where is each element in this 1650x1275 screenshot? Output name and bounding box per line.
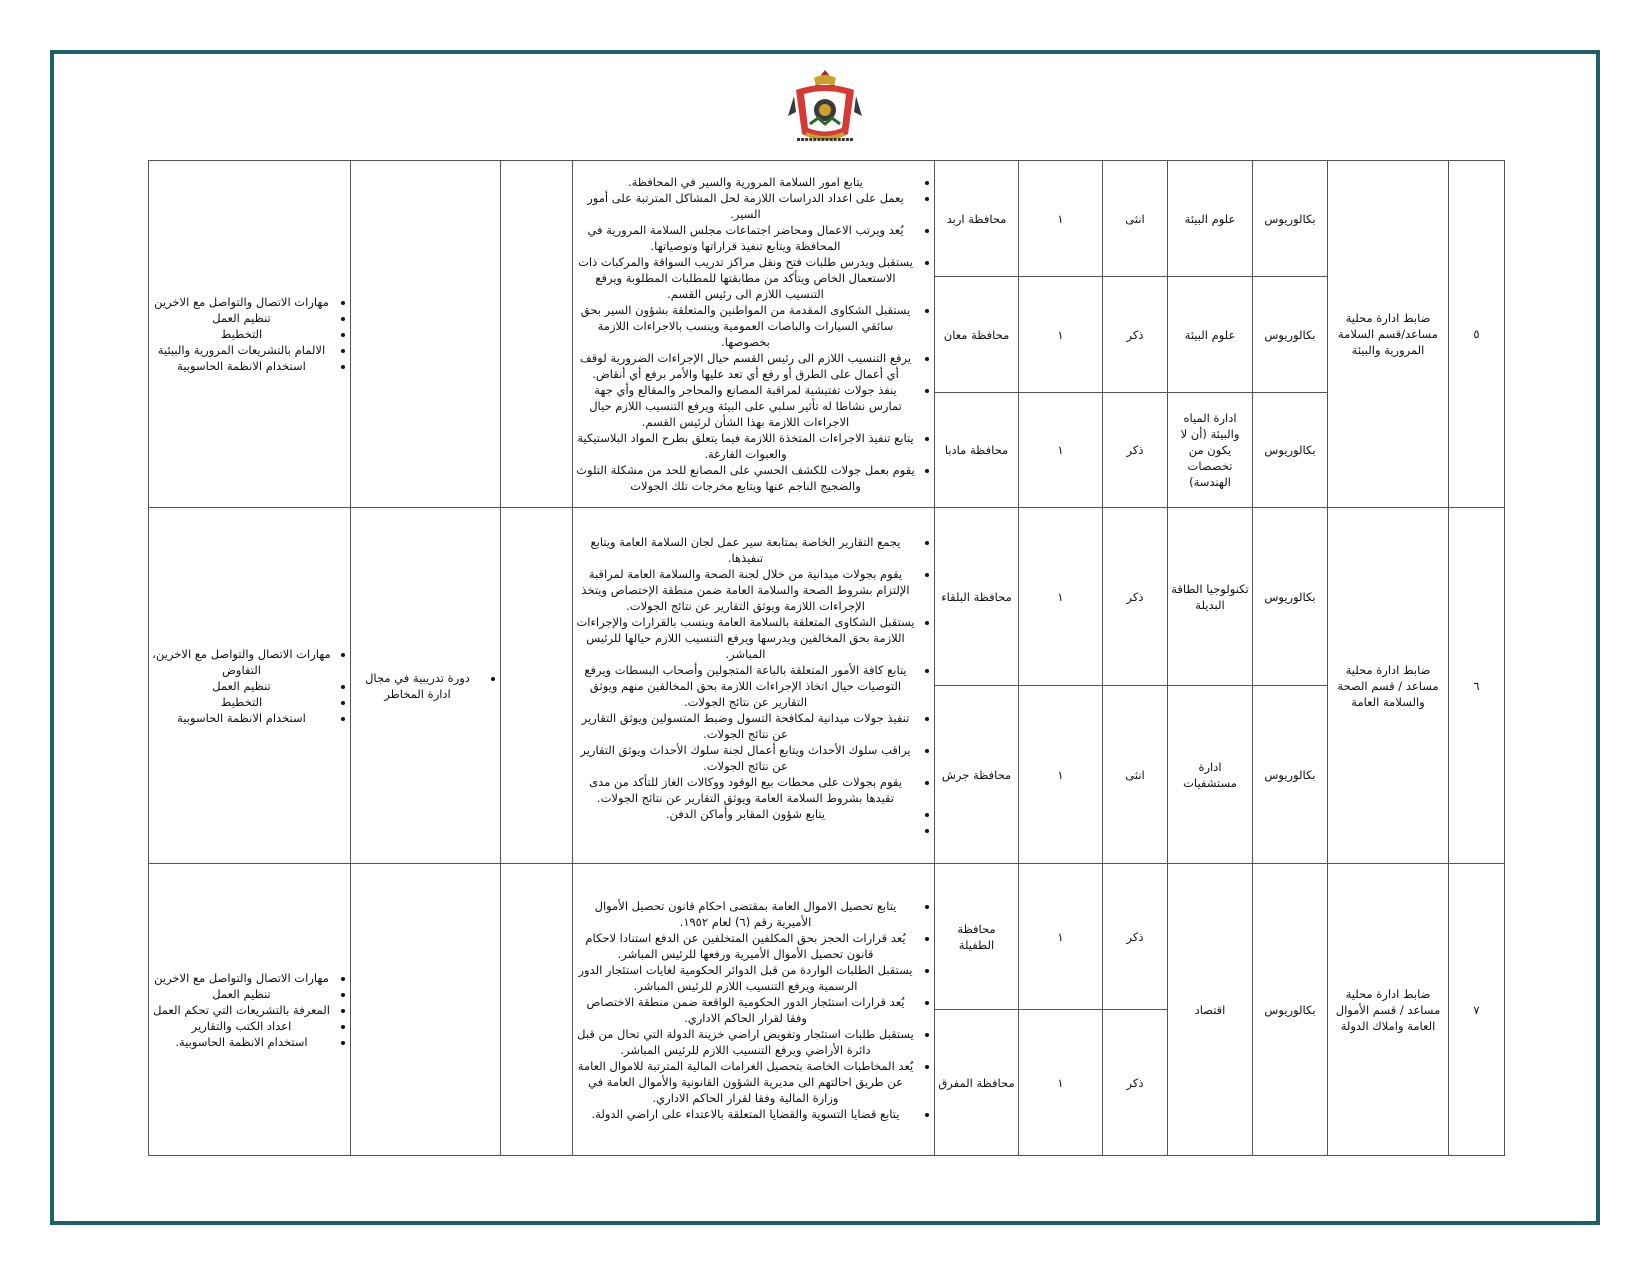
skill-item: • المعرفة بالتشريعات التي تحكم العمل [152,1002,331,1018]
table-row [149,864,1505,1010]
skill-item: • مهارات الاتصال والتواصل مع الاخرين [152,970,331,986]
skills-list [152,294,347,374]
location-cell: محافظة الطفيلة [935,864,1019,1010]
duty-item: • يستقبل الشكاوى المتعلقة بالسلامة العامة وينسب بالقرارات والإجراءات اللازمة بحق المخالفين ويدرسها ويرفع التنسيب اللازم حيالها للرئيس المباشر. [576,614,915,662]
duty-item: • يستقبل الشكاوى المقدمة من المواطنين والمتعلقة بشؤون السير بحق سائقي السيارات والباصات العمومية وينسب بالاجراءات اللازمة بخصوصها. [576,302,915,350]
gender-cell: انثى [1103,686,1168,864]
count-cell: ١ [1019,393,1103,508]
duties-cell [573,864,935,1156]
extra-cell [501,161,573,508]
location-cell: محافظة البلقاء [935,508,1019,686]
duty-item: • يستقبل الطلبات الواردة من قبل الدوائر الحكومية لغايات استئجار الدور الرسمية ويرفع التنسيب اللازم للرئيس المباشر. [576,962,915,994]
degree-cell: بكالوريوس [1253,393,1328,508]
duty-item: • يقوم بجولات ميدانية من خلال لجنة الصحة والسلامة العامة لمراقبة الإلتزام بشروط الصحة والسلامة العامة ضمن منطقة الإختصاص ويتخذ الإجراءات اللازمة ويوثق التقارير عن نتائج الجولات. [576,566,915,614]
duty-item: • يتابع شؤون المقابر وأماكن الدفن. [576,806,915,822]
duty-item: • يرفع التنسيب اللازم الى رئيس القسم حيال الإجراءات الضرورية لوقف أي أعمال على الطرق أو رفع أي تعد عليها والأمر برفع أي أنقاض. [576,350,915,382]
job-number: ٧ [1449,864,1505,1156]
skills-cell [149,864,351,1156]
job-number: ٦ [1449,508,1505,864]
job-title: ضابط ادارة محلية مساعد / قسم الصحة والسلامة العامة [1328,508,1449,864]
duty-item: • يتابع تنفيذ الاجراءات المتخذة اللازمة فيما يتعلق بطرح المواد البلاستيكية والعبوات الفارغة. [576,430,915,462]
gender-cell: ذكر [1103,864,1168,1010]
duties-list [576,534,931,838]
skill-item: • استخدام الانظمة الحاسوبية. [152,1034,331,1050]
duty-item: • يستقبل ويدرس طلبات فتح ونقل مراكز تدريب السواقة والمركبات ذات الاستعمال الخاص ويتأكد من مطابقتها للمطلبات المطلوبة ويرفع التنسيب اللازم الى رئيس القسم. [576,254,915,302]
duty-item: • يتابع كافة الأمور المتعلقة بالباعة المتجولين وأصحاب البسطات ويرفع التوصيات حيال اتخاذ الإجراءات اللازمة بحق المخالفين منهم ويوثق التقارير عن نتائج الجولات. [576,662,915,710]
table-row [149,508,1505,686]
extra-cell [501,864,573,1156]
specialty-cell: اقتصاد [1168,864,1253,1156]
count-cell: ١ [1019,161,1103,277]
location-cell: محافظة المفرق [935,1010,1019,1156]
skill-item: • التخطيط [152,326,331,342]
duty-item: • يستقبل طلبات استئجار وتفويض اراضي خزينة الدولة التي تحال من قبل دائرة الأراضي ويرفع التنسيب اللازم للرئيس المباشر. [576,1026,915,1058]
duties-list [576,898,931,1122]
skill-item: • تنظيم العمل [152,310,331,326]
emblem-caption: ▪▪▪▪▪▪▪▪▪▪▪▪▪▪ [796,136,854,143]
gender-cell: ذكر [1103,277,1168,393]
count-cell: ١ [1019,508,1103,686]
duty-item: • يتابع تحصيل الاموال العامة بمقتضى احكام قانون تحصيل الأموال الأميرية رقم (٦) لعام ١٩٥٢. [576,898,915,930]
job-number: ٥ [1449,161,1505,508]
count-cell: ١ [1019,277,1103,393]
location-cell: محافظة جرش [935,686,1019,864]
job-title: ضابط ادارة محلية مساعد / قسم الأموال العامة واملاك الدولة [1328,864,1449,1156]
duty-item: • يقوم بجولات على محطات بيع الوقود ووكالات الغاز للتأكد من مدى تقيدها بشروط السلامة العامة ويوثق التقارير عن نتائج الجولات. [576,774,915,806]
skill-item: • الالمام بالتشريعات المرورية والبيئية [152,342,331,358]
gender-cell: ذكر [1103,393,1168,508]
duty-item: • يُعد المخاطبات الخاصة بتحصيل الغرامات المالية المترتبة للاموال العامة عن طريق احالتهم الى مديرية الشؤون القانونية والأموال العامة في وزارة المالية وفقا لقرار الحاكم الاداري. [576,1058,915,1106]
skill-item: • مهارات الاتصال والتواصل مع الاخرين [152,294,331,310]
degree-cell: بكالوريوس [1253,864,1328,1156]
skill-item: • استخدام الانظمة الحاسوبية [152,358,331,374]
skill-item: • تنظيم العمل [152,986,331,1002]
specialty-cell: ادارة المياه والبيئة (أن لا يكون من تخصصات الهندسة) [1168,393,1253,508]
duties-cell [573,161,935,508]
specialty-cell: علوم البيئة [1168,161,1253,277]
skills-list [152,970,347,1050]
skills-cell [149,161,351,508]
duty-item: • يقوم بعمل جولات للكشف الحسي على المصانع للحد من مشكلة التلوث والضجيج الناجم عنها ويتابع مخرجات تلك الجولات [576,462,915,494]
specialty-cell: تكنولوجيا الطاقة البديلة [1168,508,1253,686]
courses-cell [351,864,501,1156]
duty-item: • يتابع قضايا التسوية والقضايا المتعلقة بالاعتداء على اراضي الدولة. [576,1106,915,1122]
gender-cell: ذكر [1103,1010,1168,1156]
degree-cell: بكالوريوس [1253,686,1328,864]
count-cell: ١ [1019,1010,1103,1156]
skill-item: • تنظيم العمل [152,678,331,694]
duty-item: • يراقب سلوك الأحداث ويتابع أعمال لجنة سلوك الأحداث ويوثق التقارير عن نتائج الجولات. [576,742,915,774]
location-cell: محافظة معان [935,277,1019,393]
extra-cell [501,508,573,864]
table-row [149,161,1505,277]
location-cell: محافظة اربد [935,161,1019,277]
duty-item: • يُعد قرارات الحجز بحق المكلفين المتخلفين عن الدفع استنادا لاحكام قانون تحصيل الأموال الأميرية ورفعها للرئيس المباشر. [576,930,915,962]
location-cell: محافظة مادبا [935,393,1019,508]
courses-cell [351,161,501,508]
duty-item: • يعمل على اعداد الدراسات اللازمة لحل المشاكل المترتبة على أمور السير. [576,190,915,222]
degree-cell: بكالوريوس [1253,508,1328,686]
specialty-cell: علوم البيئة [1168,277,1253,393]
skill-item: • التخطيط [152,694,331,710]
gender-cell: انثى [1103,161,1168,277]
skill-item: • اعداد الكتب والتقارير [152,1018,331,1034]
jobs-table [148,160,1505,1156]
courses-list [354,670,497,702]
skill-item: • استخدام الانظمة الحاسوبية [152,710,331,726]
gender-cell: ذكر [1103,508,1168,686]
jobs-table-body [149,161,1505,1156]
course-item: • دورة تدريبية في مجال ادارة المخاطر [354,670,481,702]
count-cell: ١ [1019,864,1103,1010]
count-cell: ١ [1019,686,1103,864]
duty-item: • يُعد ويرتب الاعمال ومحاضر اجتماعات مجلس السلامة المرورية في المحافظة ويتابع تنفيذ قراراتها وتوصياتها. [576,222,915,254]
duty-item: • يتابع امور السلامة المرورية والسير في المحافظة. [576,174,915,190]
skills-cell [149,508,351,864]
duty-item: • يجمع التقارير الخاصة بمتابعة سير عمل لجان السلامة العامة ويتابع تنفيذها. [576,534,915,566]
job-title: ضابط ادارة محلية مساعد/قسم السلامة المرورية والبيئة [1328,161,1449,508]
degree-cell: بكالوريوس [1253,277,1328,393]
duties-cell [573,508,935,864]
duty-item: • يُعد قرارات استئجار الدور الحكومية الواقعة ضمن منطقة الاختصاص وفقا لقرار الحاكم الاداري. [576,994,915,1026]
courses-cell [351,508,501,864]
duty-item: • تنفيذ جولات ميدانية لمكافحة التسول وضبط المتسولين ويوثق التقارير عن نتائج الجولات. [576,710,915,742]
duty-item [576,822,915,838]
duties-list [576,174,931,494]
skills-list [152,646,347,726]
degree-cell: بكالوريوس [1253,161,1328,277]
duty-item: • ينفذ جولات تفتيشية لمراقبة المصانع والمحاجر والمقالع وأي جهة تمارس نشاطا له تأثير سلبي على البيئة ويرفع التنسيب اللازم حيال الاجراءات اللازمة بهذا الشأن لرئيس القسم. [576,382,915,430]
specialty-cell: ادارة مستشفيات [1168,686,1253,864]
skill-item: • مهارات الاتصال والتواصل مع الاخرين، التفاوض [152,646,331,678]
